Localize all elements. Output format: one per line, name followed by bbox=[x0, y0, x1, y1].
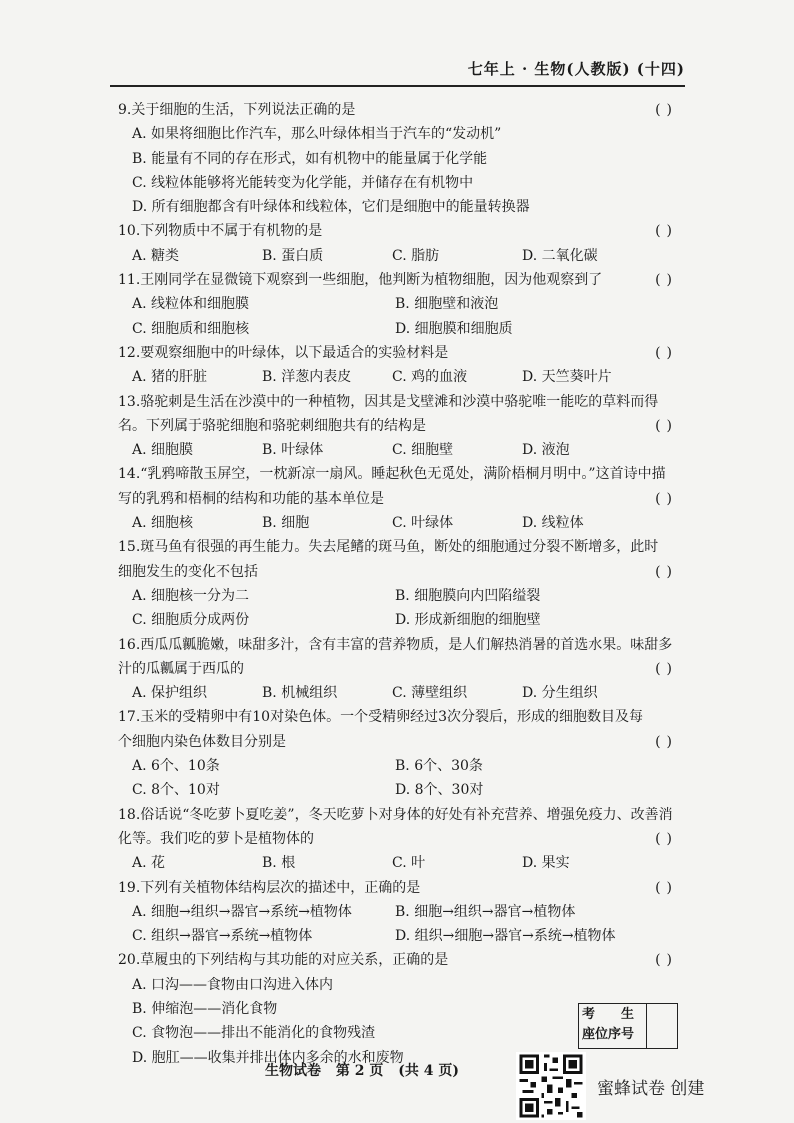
question-stem bbox=[118, 535, 678, 559]
option-item: D. 液泡 bbox=[522, 442, 570, 459]
option-item: A. 口沟——食物由口沟进入体内 bbox=[132, 976, 334, 993]
option-item: A. 糖类 bbox=[132, 247, 180, 264]
option-row bbox=[118, 511, 678, 535]
footer-total: (共 4 页) bbox=[398, 1063, 459, 1079]
question-stem bbox=[118, 341, 678, 365]
question-stem bbox=[118, 876, 678, 900]
question-stem bbox=[118, 803, 678, 827]
option-item: C. 叶 bbox=[392, 855, 426, 872]
option-item: D. 二氧化碳 bbox=[522, 247, 598, 264]
option-item: B. 蛋白质 bbox=[262, 247, 324, 264]
question-stem bbox=[118, 462, 678, 486]
answer-blank[interactable]: () bbox=[655, 952, 678, 969]
question-stem-cont bbox=[118, 487, 678, 511]
page-header: 七年上 · 生物(人教版) (十四) bbox=[110, 58, 685, 87]
question-stem-cont bbox=[118, 414, 678, 438]
option-item: A. 花 bbox=[132, 855, 166, 872]
option-item: C. 细胞壁 bbox=[392, 442, 454, 459]
option-item: A. 细胞核一分为二 bbox=[132, 587, 250, 604]
answer-blank[interactable]: () bbox=[655, 344, 678, 361]
question-stem bbox=[118, 705, 678, 729]
option-item: C. 细胞质和细胞核 bbox=[132, 320, 250, 337]
option-item: B. 伸缩泡——消化食物 bbox=[132, 1000, 278, 1017]
option-item: C. 细胞质分成两份 bbox=[132, 612, 250, 629]
brand-watermark: 蜜蜂试卷 创建 bbox=[597, 1079, 705, 1099]
option-row bbox=[118, 681, 678, 705]
option-item: B. 机械组织 bbox=[262, 685, 338, 702]
option-item: B. 叶绿体 bbox=[262, 442, 324, 459]
option-item: B. 细胞 bbox=[262, 515, 310, 532]
page-footer bbox=[265, 1060, 469, 1080]
question-text: 化等。我们吃的萝卜是植物体的 bbox=[118, 830, 314, 847]
footer-page: 第 2 页 bbox=[335, 1063, 384, 1079]
option-item: A. 保护组织 bbox=[132, 685, 208, 702]
question-text: 17.玉米的受精卵中有10对染色体。一个受精卵经过3次分裂后，形成的细胞数目及每 bbox=[118, 709, 643, 726]
option-item: B. 洋葱内表皮 bbox=[262, 369, 352, 386]
option-row bbox=[118, 608, 678, 632]
question-stem bbox=[118, 390, 678, 414]
question-text: 名。下列属于骆驼细胞和骆驼刺细胞共有的结构是 bbox=[118, 417, 426, 434]
option-item: D. 线粒体 bbox=[522, 515, 584, 532]
question-stem-cont bbox=[118, 657, 678, 681]
question-text: 个细胞内染色体数目分别是 bbox=[118, 733, 286, 750]
option-item: D. 分生组织 bbox=[522, 685, 598, 702]
option-row bbox=[118, 754, 678, 778]
option-item: A. 细胞膜 bbox=[132, 442, 194, 459]
seat-label bbox=[579, 1004, 647, 1048]
answer-blank[interactable]: () bbox=[655, 879, 678, 896]
option-item: B. 细胞膜向内凹陷缢裂 bbox=[395, 587, 541, 604]
option-item: C. 叶绿体 bbox=[392, 515, 454, 532]
option-item: B. 6个、30条 bbox=[395, 758, 483, 775]
question-stem-cont bbox=[118, 560, 678, 584]
answer-blank[interactable]: () bbox=[655, 417, 678, 434]
qr-code-icon bbox=[516, 1052, 586, 1120]
seat-label-line2: 座位序号 bbox=[582, 1027, 635, 1042]
option-row bbox=[118, 778, 678, 802]
question-text: 16.西瓜瓜瓤脆嫩，味甜多汁，含有丰富的营养物质，是人们解热消暑的首选水果。味甜多 bbox=[118, 636, 673, 653]
question-text: 19.下列有关植物体结构层次的描述中，正确的是 bbox=[118, 879, 421, 896]
answer-blank[interactable]: () bbox=[655, 490, 678, 507]
option-item: C. 线粒体能够将光能转变为化学能，并储存在有机物中 bbox=[132, 174, 474, 191]
option-row bbox=[118, 924, 678, 948]
option-item: A. 细胞核 bbox=[132, 515, 194, 532]
question-stem-cont bbox=[118, 827, 678, 851]
answer-blank[interactable]: () bbox=[655, 660, 678, 677]
option-item: A. 如果将细胞比作汽车，那么叶绿体相当于汽车的“发动机” bbox=[132, 126, 502, 143]
answer-blank[interactable]: () bbox=[655, 223, 678, 240]
question-text: 11.王刚同学在显微镜下观察到一些细胞，他判断为植物细胞，因为他观察到了 bbox=[118, 272, 603, 289]
option-item: B. 能量有不同的存在形式，如有机物中的能量属于化学能 bbox=[132, 150, 488, 167]
question-text: 汁的瓜瓤属于西瓜的 bbox=[118, 660, 244, 677]
option-item: A. 细胞→组织→器官→系统→植物体 bbox=[132, 903, 352, 920]
footer-subject: 生物试卷 bbox=[265, 1063, 321, 1079]
option-item: A. 6个、10条 bbox=[132, 758, 220, 775]
option-item: D. 胞肛——收集并排出体内多余的水和废物 bbox=[132, 1049, 404, 1066]
question-stem bbox=[118, 98, 678, 122]
question-text: 写的乳鸦和梧桐的结构和功能的基本单位是 bbox=[118, 490, 384, 507]
question-stem-cont bbox=[118, 730, 678, 754]
answer-blank[interactable]: () bbox=[655, 733, 678, 750]
option-item: C. 脂肪 bbox=[392, 247, 440, 264]
question-text: 9.关于细胞的生活，下列说法正确的是 bbox=[118, 102, 356, 118]
seat-number-field[interactable] bbox=[647, 1004, 677, 1048]
question-text: 细胞发生的变化不包括 bbox=[118, 563, 258, 580]
option-item: D. 细胞膜和细胞质 bbox=[395, 320, 513, 337]
option-item: B. 细胞壁和液泡 bbox=[395, 296, 499, 313]
question-stem bbox=[118, 948, 678, 972]
option-row bbox=[118, 584, 678, 608]
option-item: B. 根 bbox=[262, 855, 296, 872]
option-item: D. 天竺葵叶片 bbox=[522, 369, 612, 386]
option-item: C. 薄壁组织 bbox=[392, 685, 468, 702]
option-item: D. 形成新细胞的细胞壁 bbox=[395, 612, 541, 629]
answer-blank[interactable]: () bbox=[655, 830, 678, 847]
question-stem bbox=[118, 219, 678, 243]
question-text: 12.要观察细胞中的叶绿体，以下最适合的实验材料是 bbox=[118, 344, 449, 361]
question-text: 13.骆驼刺是生活在沙漠中的一种植物，因其是戈壁滩和沙漠中骆驼唯一能吃的草料而得 bbox=[118, 393, 659, 410]
option-item: B. 细胞→组织→器官→植物体 bbox=[395, 903, 576, 920]
question-list bbox=[118, 98, 678, 1070]
option-item: D. 所有细胞都含有叶绿体和线粒体，它们是细胞中的能量转换器 bbox=[132, 199, 530, 216]
option-item: C. 鸡的血液 bbox=[392, 369, 468, 386]
option-item: C. 组织→器官→系统→植物体 bbox=[132, 928, 313, 945]
question-stem bbox=[118, 633, 678, 657]
option-row bbox=[118, 851, 678, 875]
option-item: A. 猪的肝脏 bbox=[132, 369, 208, 386]
seat-number-box bbox=[578, 1003, 678, 1049]
question-text: 14.“乳鸦啼散玉屏空，一枕新凉一扇风。睡起秋色无觅处，满阶梧桐月明中。”这首诗中描 bbox=[118, 466, 666, 483]
option-row bbox=[118, 317, 678, 341]
question-text: 15.斑马鱼有很强的再生能力。失去尾鳍的斑马鱼，断处的细胞通过分裂不断增多，此时 bbox=[118, 539, 659, 556]
option-row bbox=[118, 365, 678, 389]
option-row bbox=[118, 900, 678, 924]
answer-blank[interactable]: () bbox=[655, 272, 678, 289]
question-text: 18.俗话说“冬吃萝卜夏吃姜”，冬天吃萝卜对身体的好处有补充营养、增强免疫力、改善消 bbox=[118, 806, 673, 823]
seat-label-line1: 考 生 bbox=[582, 1007, 635, 1022]
question-text: 10.下列物质中不属于有机物的是 bbox=[118, 223, 323, 240]
option-item: A. 线粒体和细胞膜 bbox=[132, 296, 250, 313]
option-row bbox=[118, 292, 678, 316]
answer-blank[interactable]: () bbox=[655, 563, 678, 580]
answer-blank[interactable]: () bbox=[655, 102, 678, 118]
question-text: 20.草履虫的下列结构与其功能的对应关系，正确的是 bbox=[118, 952, 449, 969]
option-item: D. 组织→细胞→器官→系统→植物体 bbox=[395, 928, 616, 945]
option-item: D. 8个、30对 bbox=[395, 782, 484, 799]
option-item: C. 食物泡——排出不能消化的食物残渣 bbox=[132, 1025, 376, 1042]
option-item: C. 8个、10对 bbox=[132, 782, 220, 799]
question-stem bbox=[118, 268, 678, 292]
option-row bbox=[118, 244, 678, 268]
option-item: D. 果实 bbox=[522, 855, 570, 872]
option-row bbox=[118, 438, 678, 462]
